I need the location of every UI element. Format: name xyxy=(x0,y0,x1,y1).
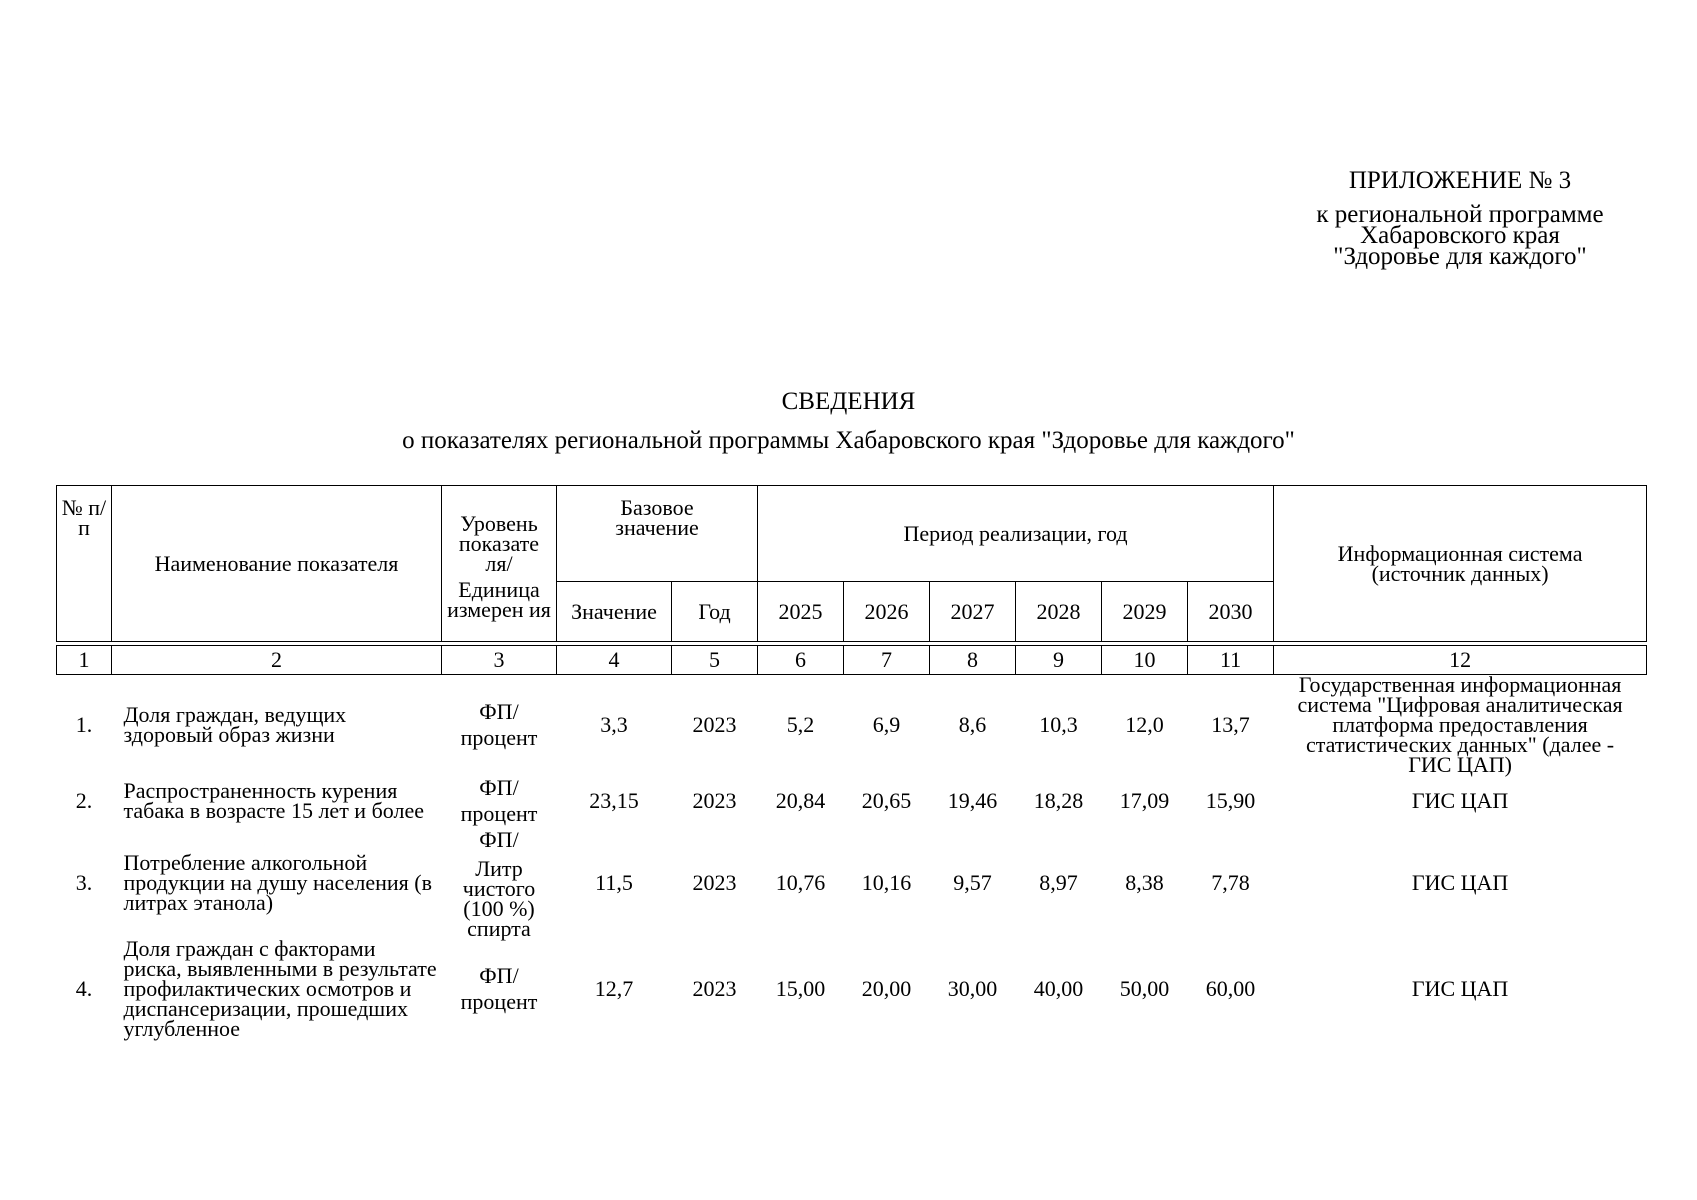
value-2026: 6,9 xyxy=(872,712,901,737)
value-2027: 8,6 xyxy=(958,712,987,737)
table-row xyxy=(57,775,1647,827)
indicator-name: Потребление алкогольной продукции на душу населения (в литрах этанола) xyxy=(123,850,432,915)
header-year-2030: 2030 xyxy=(1188,582,1274,642)
value-2026: 10,16 xyxy=(861,870,912,895)
indicator-unit: процент xyxy=(460,801,538,826)
header-info-system-text: Информационная система (источник данных) xyxy=(1337,540,1583,586)
indicator-level: ФП/ xyxy=(479,827,519,852)
base-value: 3,3 xyxy=(600,712,628,737)
data-source: ГИС ЦАП xyxy=(1411,976,1509,1001)
header-name: Наименование показателя xyxy=(112,486,442,642)
value-2028: 18,28 xyxy=(1033,788,1084,813)
indicator-level-unit xyxy=(442,675,557,776)
header-info-system xyxy=(1274,486,1647,642)
base-year: 2023 xyxy=(692,976,737,1001)
appendix-line-2: Хабаровского края xyxy=(1360,222,1560,249)
base-value: 12,7 xyxy=(594,976,634,1001)
indicator-level: ФП/ xyxy=(479,775,519,800)
column-number: 9 xyxy=(1016,646,1102,675)
header-year-2026: 2026 xyxy=(844,582,930,642)
header-base-value: Значение xyxy=(557,582,672,642)
value-2027: 9,57 xyxy=(953,870,992,895)
value-2029: 8,38 xyxy=(1125,870,1164,895)
base-year: 2023 xyxy=(692,870,737,895)
indicator-level: ФП/ xyxy=(479,699,519,724)
indicator-name: Доля граждан, ведущих здоровый образ жизни xyxy=(123,702,347,747)
header-level-unit xyxy=(442,486,557,642)
column-number: 5 xyxy=(672,646,758,675)
row-number: 1. xyxy=(75,712,93,737)
appendix-line-1: к региональной программе xyxy=(1316,201,1604,228)
table-row xyxy=(57,827,1647,939)
value-2030: 15,90 xyxy=(1205,788,1256,813)
value-2027: 30,00 xyxy=(947,976,998,1001)
indicator-unit: процент xyxy=(460,989,538,1014)
column-numbers-row xyxy=(57,646,1647,675)
value-2028: 8,97 xyxy=(1039,870,1078,895)
document-subtitle: о показателях региональной программы Хабаровского края "Здоровье для каждого" xyxy=(402,427,1295,454)
data-source: ГИС ЦАП xyxy=(1411,870,1509,895)
column-number: 6 xyxy=(758,646,844,675)
header-unit: Единица измерен ия xyxy=(447,576,551,622)
value-2026: 20,00 xyxy=(861,976,912,1001)
column-number: 10 xyxy=(1102,646,1188,675)
value-2025: 20,84 xyxy=(775,788,826,813)
table-row xyxy=(57,675,1647,776)
header-period: Период реализации, год xyxy=(758,486,1274,582)
value-2025: 5,2 xyxy=(786,712,815,737)
header-base: Базовое значение xyxy=(557,486,758,582)
value-2028: 10,3 xyxy=(1039,712,1078,737)
value-2029: 12,0 xyxy=(1125,712,1164,737)
indicators-table xyxy=(56,485,1647,1039)
indicator-level: ФП/ xyxy=(479,963,519,988)
header-year-2027: 2027 xyxy=(930,582,1016,642)
row-number: 2. xyxy=(75,788,93,813)
value-2030: 60,00 xyxy=(1205,976,1256,1001)
indicator-level-unit xyxy=(442,775,557,827)
header-base-year: Год xyxy=(672,582,758,642)
header-num: № п/п xyxy=(57,486,112,642)
value-2025: 15,00 xyxy=(775,976,826,1001)
header-year-2025: 2025 xyxy=(758,582,844,642)
value-2028: 40,00 xyxy=(1033,976,1084,1001)
appendix-line-3: "Здоровье для каждого" xyxy=(1333,243,1587,270)
data-source: ГИС ЦАП xyxy=(1411,788,1509,813)
column-number: 3 xyxy=(442,646,557,675)
appendix-title: ПРИЛОЖЕНИЕ № 3 xyxy=(1348,167,1572,194)
indicator-level-unit xyxy=(442,827,557,939)
column-number: 1 xyxy=(57,646,112,675)
header-year-2029: 2029 xyxy=(1102,582,1188,642)
document-title: СВЕДЕНИЯ xyxy=(781,388,916,415)
value-2030: 13,7 xyxy=(1211,712,1250,737)
value-2026: 20,65 xyxy=(861,788,912,813)
column-number: 7 xyxy=(844,646,930,675)
indicator-name: Доля граждан с факторами риска, выявленными в результате профилактических осмотров и диспансеризации, прошедших углубленное xyxy=(123,936,437,1041)
indicator-unit: Литр чистого (100 %) спирта xyxy=(462,856,536,941)
row-number: 3. xyxy=(75,870,93,895)
base-value: 23,15 xyxy=(589,788,639,813)
value-2025: 10,76 xyxy=(775,870,826,895)
header-row-top xyxy=(57,486,1647,582)
indicator-name: Распространенность курения табака в возрасте 15 лет и более xyxy=(123,778,424,823)
column-number: 12 xyxy=(1274,646,1647,675)
base-year: 2023 xyxy=(692,788,737,813)
indicator-unit: процент xyxy=(460,725,538,750)
table-row xyxy=(57,939,1647,1039)
header-level: Уровень показате ля/ xyxy=(458,510,540,576)
value-2029: 50,00 xyxy=(1119,976,1170,1001)
column-number: 8 xyxy=(930,646,1016,675)
column-number: 4 xyxy=(557,646,672,675)
appendix-header xyxy=(1250,166,1670,270)
data-source xyxy=(1274,672,1647,777)
row-number: 4. xyxy=(75,976,93,1001)
indicator-level-unit xyxy=(442,939,557,1039)
base-year: 2023 xyxy=(692,712,737,737)
base-value: 11,5 xyxy=(595,870,633,895)
value-2030: 7,78 xyxy=(1211,870,1250,895)
column-number: 11 xyxy=(1188,646,1274,675)
column-number: 2 xyxy=(112,646,442,675)
value-2029: 17,09 xyxy=(1119,788,1170,813)
header-year-2028: 2028 xyxy=(1016,582,1102,642)
value-2027: 19,46 xyxy=(947,788,998,813)
data-source-text: Государственная информационная система "Цифровая аналитическая платформа предоставления статистических данных" (далее - ГИС ЦАП) xyxy=(1297,672,1623,777)
